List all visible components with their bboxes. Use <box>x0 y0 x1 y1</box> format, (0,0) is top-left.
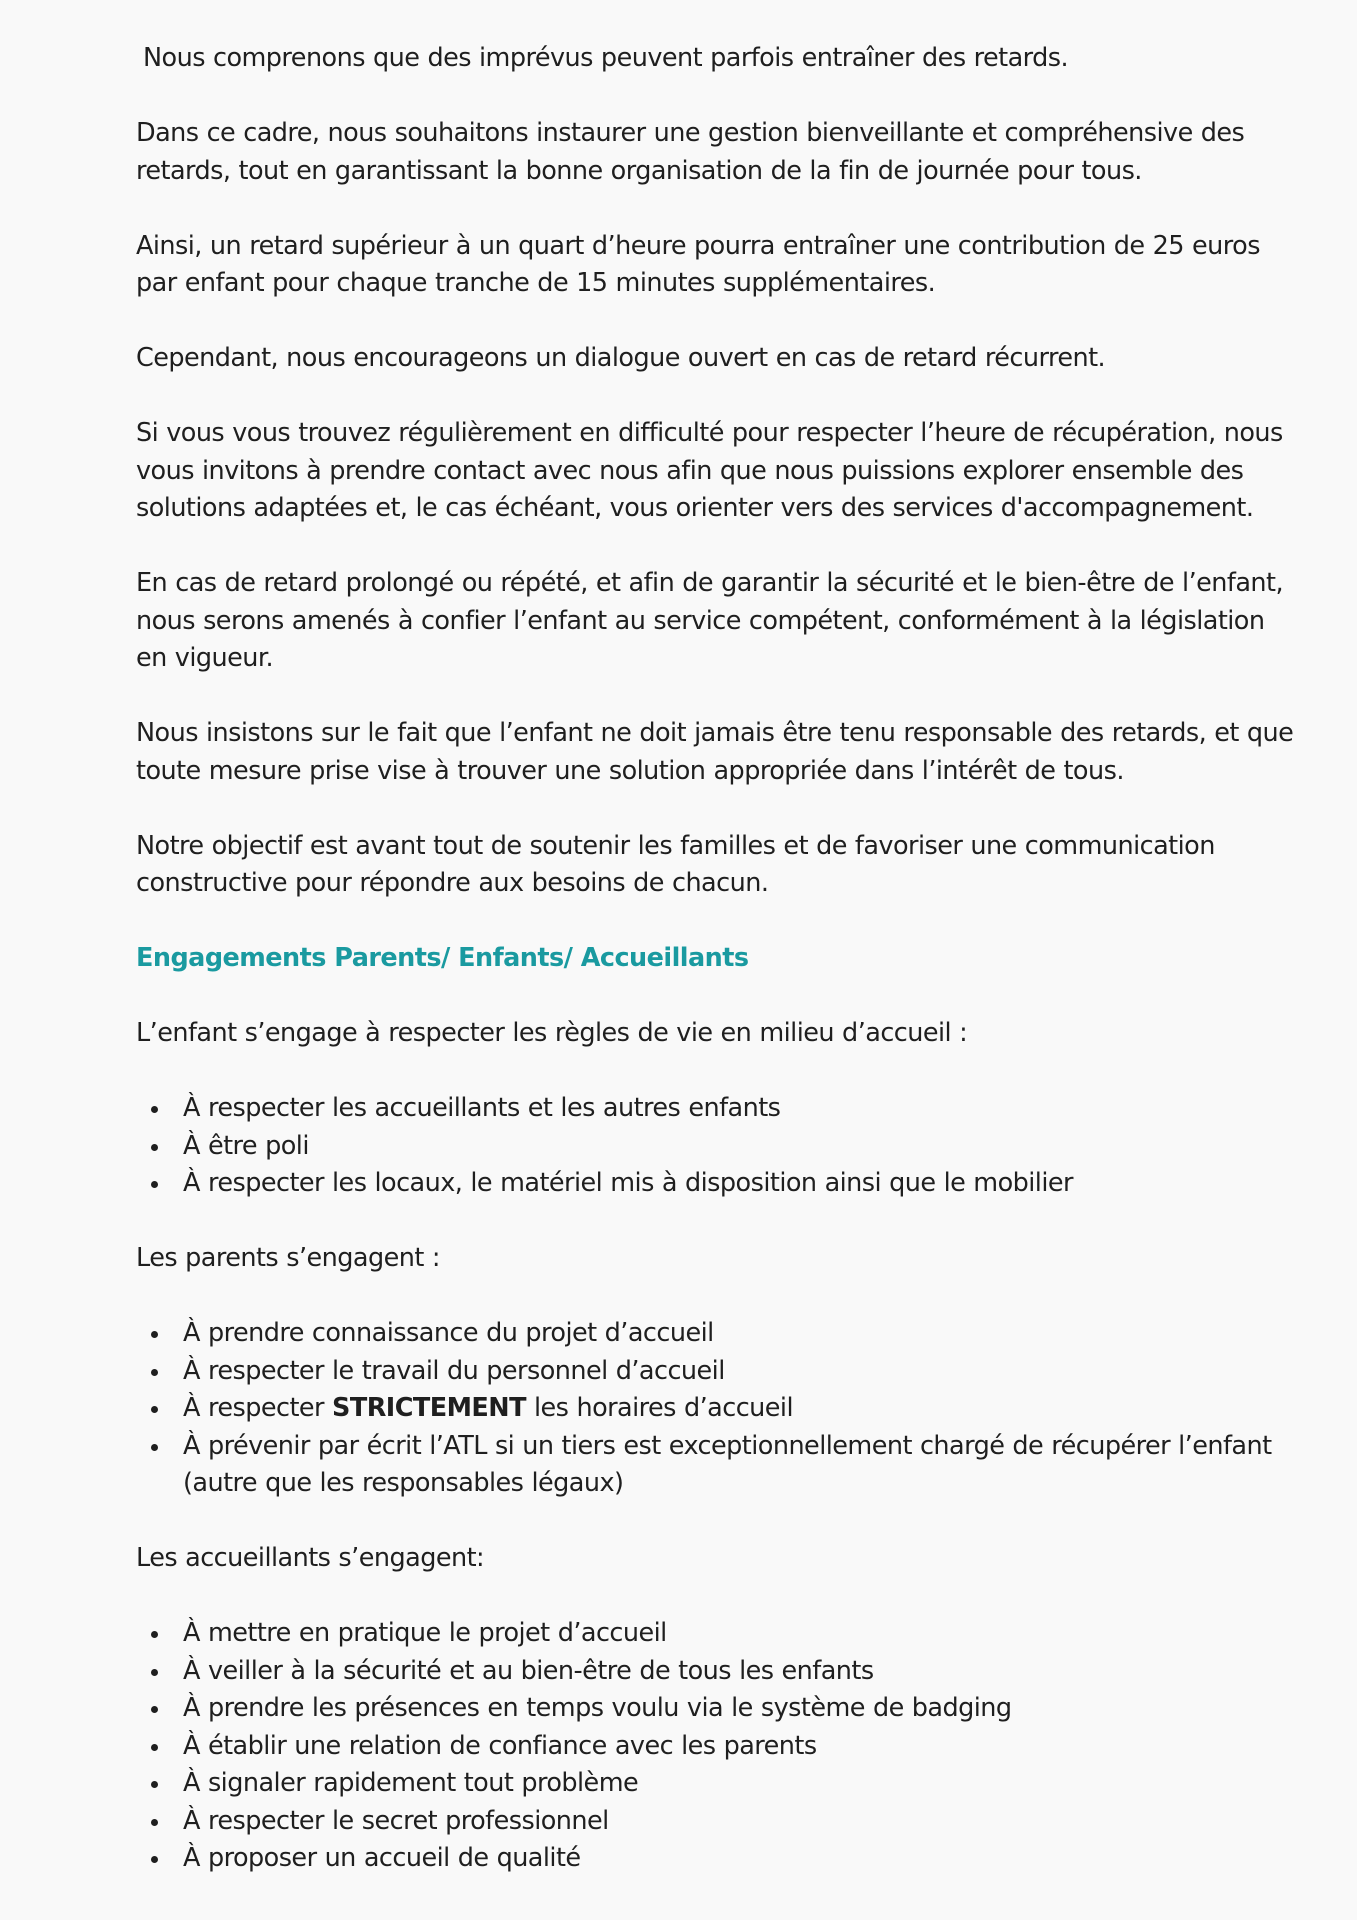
list-item: À respecter les accueillants et les autres enfants <box>136 1090 1297 1128</box>
paragraph-delays-intro: Nous comprenons que des imprévus peuvent parfois entraîner des retards. <box>143 43 1069 73</box>
strict-emphasis: STRICTEMENT <box>332 1393 526 1423</box>
list-item: À proposer un accueil de qualité <box>136 1840 1297 1878</box>
strict-item-before: À respecter <box>183 1393 333 1423</box>
list-item: À respecter le travail du personnel d’accueil <box>136 1353 1297 1391</box>
list-item: À veiller à la sécurité et au bien-être de tous les enfants <box>136 1653 1297 1691</box>
paragraph-contact-invitation: Si vous vous trouvez régulièrement en difficulté pour respecter l’heure de récupération, nous vous invitons à prendre contact avec nous afin que nous puissions explorer ensemble des solutions adaptées et, le cas échéant, vous orienter vers des services d'accompagnement. <box>136 418 1283 523</box>
list-item: À respecter les locaux, le matériel mis à disposition ainsi que le mobilier <box>136 1165 1297 1203</box>
strict-item-after: les horaires d’accueil <box>525 1393 793 1423</box>
staff-engagement-list <box>136 1615 1297 1878</box>
list-item: À signaler rapidement tout problème <box>136 1765 1297 1803</box>
parents-engagement-list <box>136 1315 1297 1503</box>
list-item: À prévenir par écrit l’ATL si un tiers est exceptionnellement chargé de récupérer l’enfant (autre que les responsables légaux) <box>136 1428 1297 1503</box>
child-engagement-list <box>136 1090 1297 1203</box>
list-item: À être poli <box>136 1128 1297 1166</box>
section-heading-engagements: Engagements Parents/ Enfants/ Accueillants <box>136 943 749 973</box>
list-item: À prendre connaissance du projet d’accueil <box>136 1315 1297 1353</box>
list-item: À respecter le secret professionnel <box>136 1803 1297 1841</box>
list-item-strict-schedule <box>136 1390 1297 1428</box>
list-item: À établir une relation de confiance avec les parents <box>136 1728 1297 1766</box>
child-engagement-intro: L’enfant s’engage à respecter les règles de vie en milieu d’accueil : <box>136 1018 968 1048</box>
parents-engagement-intro: Les parents s’engagent : <box>136 1243 440 1273</box>
list-item: À prendre les présences en temps voulu via le système de badging <box>136 1690 1297 1728</box>
paragraph-late-fee: Ainsi, un retard supérieur à un quart d’heure pourra entraîner une contribution de 25 euros par enfant pour chaque tranche de 15 minutes supplémentaires. <box>136 230 1260 298</box>
paragraph-open-dialogue: Cependant, nous encourageons un dialogue ouvert en cas de retard récurrent. <box>136 343 1106 373</box>
paragraph-caring-management: Dans ce cadre, nous souhaitons instaurer une gestion bienveillante et compréhensive des retards, tout en garantissant la bonne organisation de la fin de journée pour tous. <box>136 118 1245 186</box>
staff-engagement-intro: Les accueillants s’engagent: <box>136 1543 485 1573</box>
paragraph-objective: Notre objectif est avant tout de soutenir les familles et de favoriser une communication constructive pour répondre aux besoins de chacun. <box>136 830 1215 898</box>
paragraph-prolonged-delay: En cas de retard prolongé ou répété, et afin de garantir la sécurité et le bien-être de l’enfant, nous serons amenés à confier l’enfant au service compétent, conformément à la législation en vigueur. <box>136 568 1284 673</box>
paragraph-child-not-responsible: Nous insistons sur le fait que l’enfant ne doit jamais être tenu responsable des retards, et que toute mesure prise vise à trouver une solution appropriée dans l’intérêt de tous. <box>136 718 1294 786</box>
list-item: À mettre en pratique le projet d’accueil <box>136 1615 1297 1653</box>
